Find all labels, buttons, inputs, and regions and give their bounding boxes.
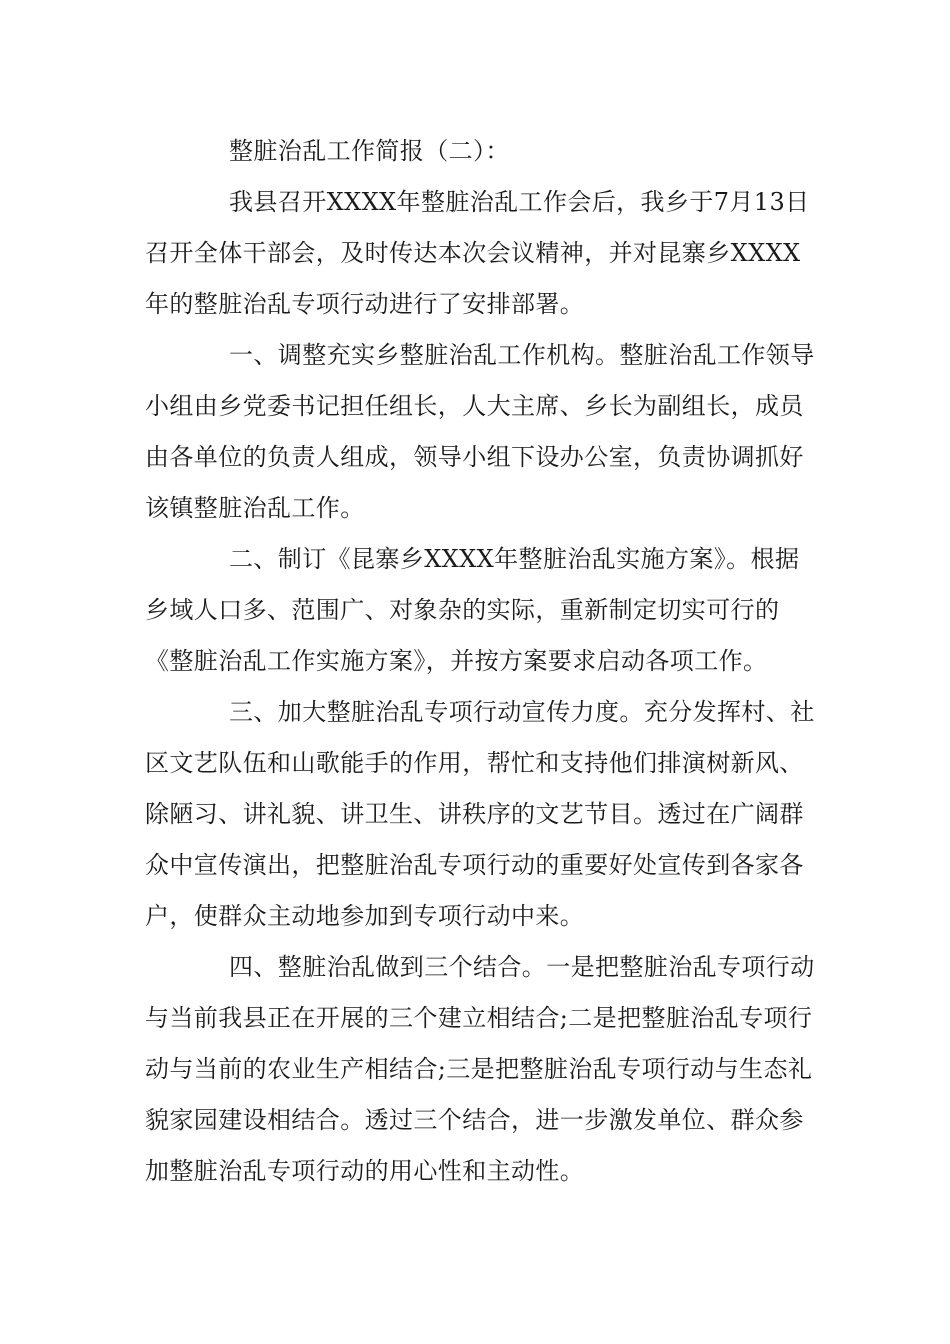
document-title: 整脏治乱工作简报（二）： <box>229 137 510 165</box>
paragraph-section-4: 四、整脏治乱做到三个结合。一是把整脏治乱专项行动与当前我县正在开展的三个建立相结合;二是把整脏治乱专项行动与当前的农业生产相结合;三是把整脏治乱专项行动与生态礼貌家园建设相结合。透过三个结合，进一步激发单位、群众参加整脏治乱专项行动的用心性和主动性。 <box>145 953 815 1185</box>
paragraph-section-1: 一、调整充实乡整脏治乱工作机构。整脏治乱工作领导小组由乡党委书记担任组长，人大主席、乡长为副组长，成员由各单位的负责人组成，领导小组下设办公室，负责协调抓好该镇整脏治乱工作。 <box>145 341 815 522</box>
paragraph-section-2: 二、制订《昆寨乡XXXX年整脏治乱实施方案》。根据乡域人口多、范围广、对象杂的实际，重新制定切实可行的《整脏治乱工作实施方案》，并按方案要求启动各项工作。 <box>145 545 800 675</box>
paragraph-section-3: 三、加大整脏治乱专项行动宣传力度。充分发挥村、社区文艺队伍和山歌能手的作用，帮忙和支持他们排演树新风、除陋习、讲礼貌、讲卫生、讲秩序的文艺节目。透过在广阔群众中宣传演出，把整脏治乱专项行动的重要好处宣传到各家各户，使群众主动地参加到专项行动中来。 <box>145 698 815 930</box>
paragraph-intro: 我县召开XXXX年整脏治乱工作会后，我乡于7月13日召开全体干部会，及时传达本次会议精神，并对昆寨乡XXXX年的整脏治乱专项行动进行了安排部署。 <box>145 188 810 318</box>
document-body <box>145 126 817 1197</box>
